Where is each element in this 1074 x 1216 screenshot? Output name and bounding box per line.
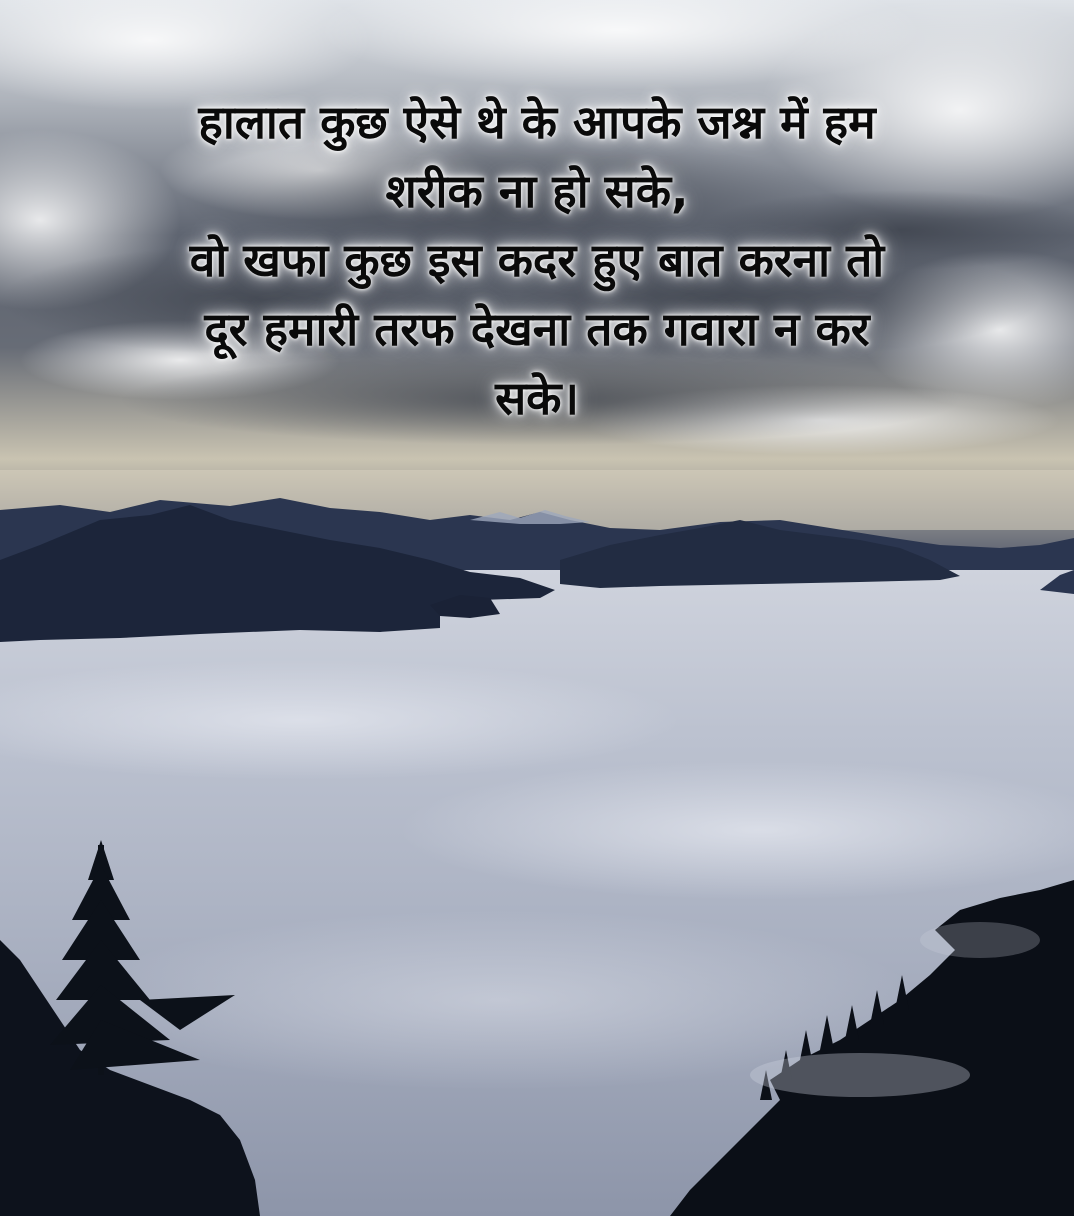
- quote-line: हालात कुछ ऐसे थे के आपके जश्न में हम: [198, 95, 876, 149]
- quote-line: शरीक ना हो सके,: [385, 164, 689, 218]
- quote-line: दूर हमारी तरफ देखना तक गवारा न कर: [204, 302, 870, 356]
- quote-text: [60, 88, 1014, 433]
- quote-line: सके।: [495, 371, 579, 425]
- quote-line: वो खफा कुछ इस कदर हुए बात करना तो: [189, 233, 885, 287]
